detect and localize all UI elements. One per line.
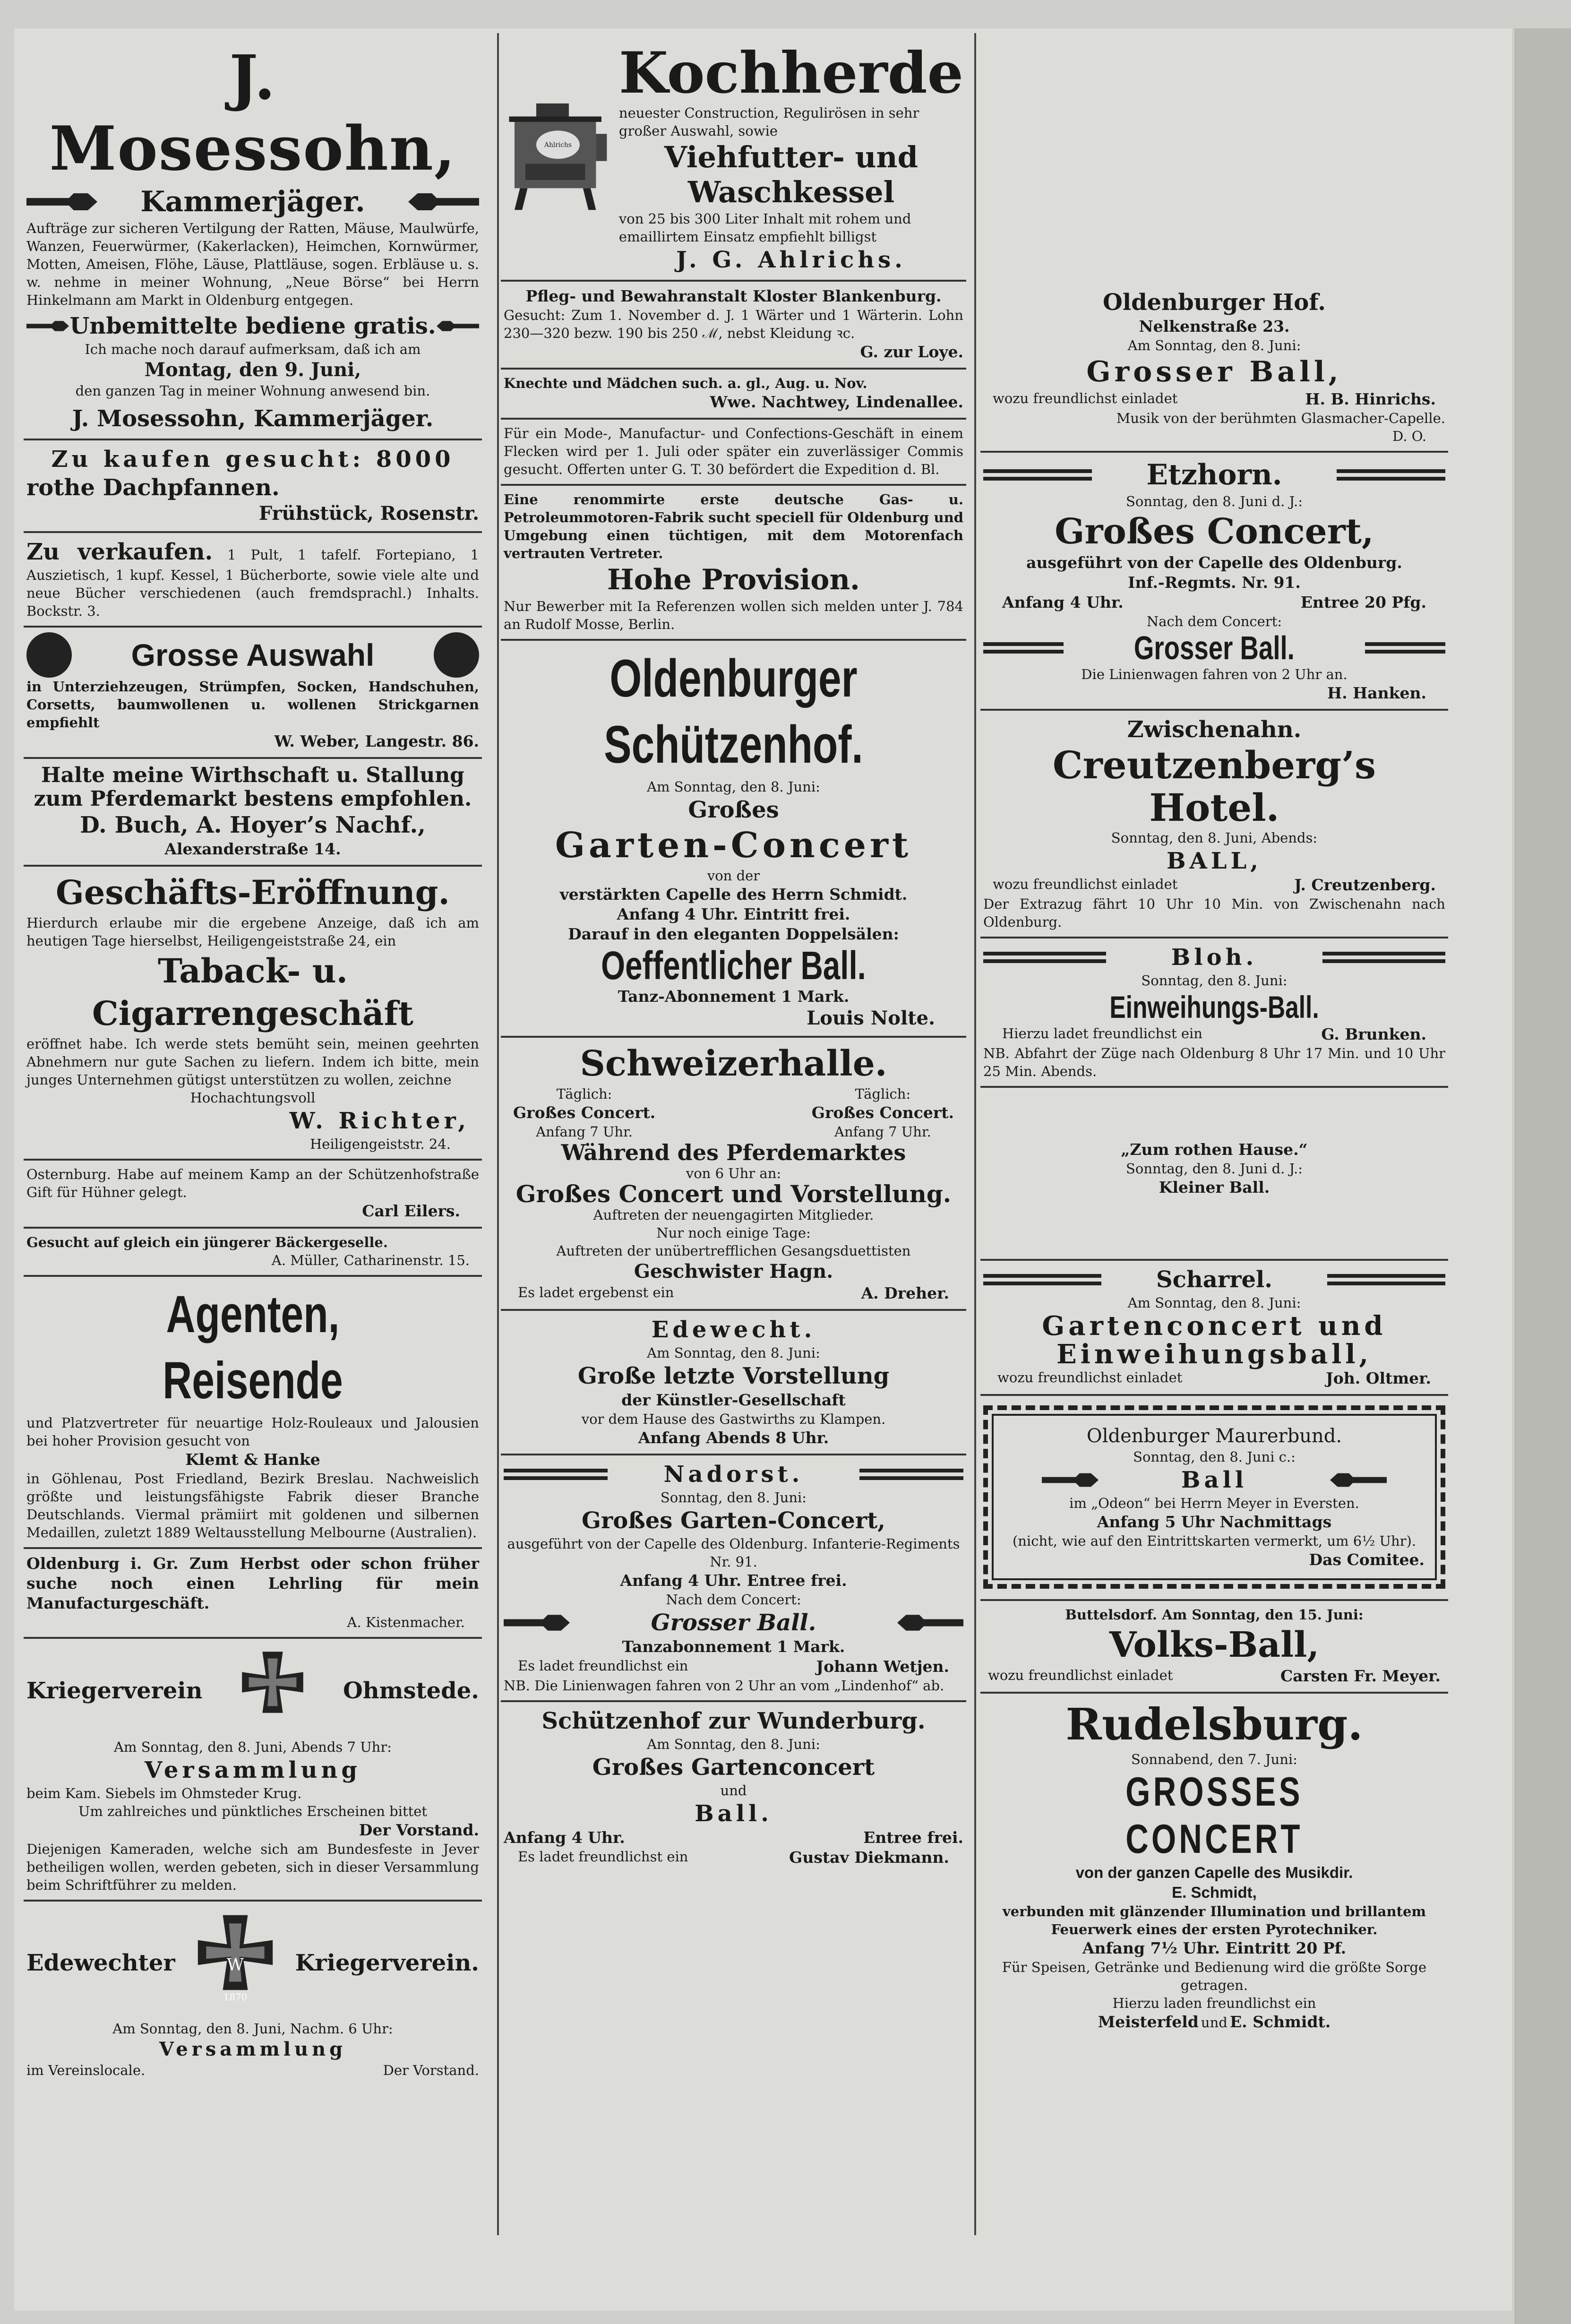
- ad-signature: E. Schmidt.: [1229, 2013, 1331, 2031]
- ad-heading: Großes Concert,: [1055, 511, 1374, 552]
- ad-dachpfannen: [24, 440, 482, 533]
- ad-text: Für ein Mode-, Manufactur- und Confections-Geschäft in einem Flecken wird per 1. Juli oder später ein zuverlässiger Commis gesucht. Offerten unter G. T. 30 befördert die Expedition d. Bl.: [504, 425, 963, 477]
- decorative-rule: [1337, 463, 1445, 487]
- pointing-hand-left-icon: [897, 1613, 963, 1632]
- ad-text: Inf.-Regmts. Nr. 91.: [1128, 573, 1301, 592]
- ad-heading: Bloh.: [1171, 944, 1258, 971]
- ad-eilers: [24, 1161, 482, 1229]
- ad-heading: Viehfutter- und Waschkessel: [664, 140, 918, 209]
- ad-heading: Ball.: [695, 1800, 773, 1827]
- decorative-rule: [859, 1463, 963, 1486]
- ad-signature: Wwe. Nachtwey, Lindenallee.: [710, 393, 963, 411]
- ad-heading: Ohmstede.: [343, 1678, 479, 1704]
- ad-signature: A. Dreher.: [861, 1284, 949, 1302]
- ad-date: Am Sonntag, den 8. Juni, Nachm. 6 Uhr:: [112, 2021, 393, 2037]
- ornamental-frame: [983, 1405, 1445, 1589]
- ad-buch: [24, 759, 482, 867]
- ad-date: Am Sonntag, den 8. Juni:: [647, 779, 820, 795]
- ad-text: von der: [707, 868, 760, 884]
- ad-heading: Zu kaufen gesucht: 8000: [51, 446, 455, 473]
- stove-label: Ahlrichs: [544, 141, 572, 149]
- ad-heading: „Zum rothen Hause.“: [1121, 1140, 1308, 1159]
- pointing-hand-left-icon: [1330, 1471, 1387, 1489]
- ad-heading: Agenten, Reisende: [163, 1285, 343, 1410]
- ad-wunderburg: [501, 1702, 966, 1873]
- ad-text: Täglich:: [556, 1086, 612, 1102]
- ad-signature: D. Buch, A. Hoyer’s Nachf.,: [80, 812, 426, 838]
- ad-creutzenberg: [980, 711, 1448, 938]
- ad-address: Heiligengeiststr. 24.: [310, 1136, 451, 1152]
- ad-maurerbund: [980, 1396, 1448, 1601]
- ad-scharrel: [980, 1261, 1448, 1396]
- pointing-hand-right-icon: [504, 1613, 570, 1632]
- decorative-rule: [1365, 636, 1445, 660]
- ad-heading: Einweihungsball,: [1056, 1339, 1373, 1370]
- ad-heading: Kochherde: [618, 40, 963, 106]
- ad-text: E. Schmidt,: [1172, 1884, 1257, 1901]
- ad-text: Täglich:: [855, 1086, 911, 1102]
- column-rule-left: [497, 33, 499, 2235]
- ad-signature: G. Brunken.: [1321, 1025, 1426, 1043]
- ad-text: Buttelsdorf. Am Sonntag, den 15. Juni:: [1065, 1607, 1364, 1623]
- bullet-dot-icon: [434, 632, 479, 678]
- ad-heading: Ball: [1181, 1467, 1248, 1493]
- ad-heading: BALL,: [1166, 848, 1262, 874]
- ad-text: in Unterziehzeugen, Strümpfen, Socken, Handschuhen, Corsetts, baumwollenen u. wollenen Strickgarnen empfiehlt: [26, 679, 479, 731]
- ad-bloh: [980, 938, 1448, 1088]
- ad-signature: H. Hanken.: [1327, 684, 1426, 702]
- ad-text: verstärkten Capelle des Herrn Schmidt.: [559, 885, 908, 904]
- ad-heading: GROSSES CONCERT: [1125, 1769, 1303, 1862]
- ad-text: Anfang 4 Uhr.: [504, 1828, 625, 1847]
- decorative-rule: [983, 1268, 1101, 1291]
- ad-date: Montag, den 9. Juni,: [144, 359, 361, 381]
- ad-heading: Kriegerverein: [26, 1678, 203, 1704]
- ad-text: NB. Abfahrt der Züge nach Oldenburg 8 Uhr 17 Min. und 10 Uhr 25 Min. Abends.: [983, 1045, 1445, 1079]
- ad-edewecht: [501, 1311, 966, 1455]
- ad-heading: Grosser Ball,: [1086, 355, 1342, 388]
- ad-heading: Hohe Provision.: [607, 563, 860, 596]
- ad-heading: Schweizerhalle.: [580, 1043, 887, 1084]
- column-2: [501, 38, 966, 1873]
- ad-motoren: [501, 486, 966, 641]
- column-1: [24, 38, 482, 2085]
- ad-signature: Joh. Oltmer.: [1326, 1369, 1431, 1387]
- ad-signature: W. Richter,: [289, 1108, 470, 1134]
- ad-heading: Oeffentlicher Ball.: [601, 943, 866, 988]
- cross-letter: W: [226, 1955, 244, 1975]
- ad-schweizerhalle: [501, 1038, 966, 1311]
- ad-heading: Taback- u. Cigarrengeschäft: [92, 951, 413, 1033]
- ad-date: Sonnabend, den 7. Juni:: [1131, 1751, 1297, 1767]
- ad-volksball: [980, 1601, 1448, 1694]
- ad-nadorst: [501, 1455, 966, 1702]
- ad-heading: Gartenconcert und: [1042, 1310, 1387, 1342]
- ad-mueller: [24, 1229, 482, 1277]
- ad-text: Eine renommirte erste deutsche Gas- u. Petroleummotoren-Fabrik sucht speciell für Oldenburg und Umgebung einen tüchtigen, mit dem Motorenfach vertrauten Vertreter.: [504, 491, 963, 561]
- ad-heading: Kriegerverein.: [295, 1950, 479, 1976]
- bullet-dot-icon: [26, 632, 72, 678]
- ad-kistenmacher: [24, 1549, 482, 1639]
- ad-text: Der Extrazug fährt 10 Uhr 10 Min. von Zwischenahn nach Oldenburg.: [983, 896, 1445, 930]
- ad-text: Musik von der berühmten Glasmacher-Capelle.: [1116, 410, 1445, 426]
- ad-heading: Einweihungs-Ball.: [1109, 990, 1319, 1024]
- ad-event: Versammlung: [145, 1757, 361, 1783]
- ad-text: Es ladet freundlichst ein: [518, 1849, 688, 1865]
- ad-text: und: [1201, 2014, 1228, 2031]
- ad-text: Knechte und Mädchen such. a. gl., Aug. u. Nov.: [504, 375, 867, 391]
- ad-text: Die Linienwagen fahren von 2 Uhr an.: [1081, 666, 1348, 682]
- ad-text: Anfang 7 Uhr.: [536, 1124, 633, 1140]
- ad-text: von 6 Uhr an:: [686, 1165, 781, 1181]
- ad-text: Anfang Abends 8 Uhr.: [638, 1429, 829, 1447]
- ad-text: der Künstler-Gesellschaft: [621, 1391, 846, 1409]
- ad-heading: Während des Pferdemarktes: [561, 1140, 906, 1165]
- ad-text: Nach dem Concert:: [1146, 613, 1282, 629]
- ad-heading: Grosse Auswahl: [131, 637, 375, 672]
- ad-date: Sonntag, den 8. Juni d. J.:: [1126, 493, 1303, 509]
- ad-text: Diejenigen Kameraden, welche sich am Bundesfeste in Jever betheiligen wollen, werden gebeten, sich in dieser Versammlung beim Schriftführer zu melden.: [26, 1841, 479, 1893]
- ad-text: Nach dem Concert:: [666, 1592, 801, 1608]
- ad-text: Hochachtungsvoll: [190, 1090, 316, 1106]
- decorative-rule: [983, 946, 1106, 969]
- ad-text: den ganzen Tag in meiner Wohnung anwesend bin.: [75, 383, 430, 399]
- ad-heading: Großes Concert und Vorstellung.: [515, 1180, 952, 1208]
- ad-text: Anfang 4 Uhr. Entree frei.: [620, 1571, 847, 1590]
- ad-zu-verkaufen: [24, 533, 482, 628]
- ad-heading: J. Mosessohn,: [49, 43, 456, 184]
- ad-text: Hierdurch erlaube mir die ergebene Anzeige, daß ich am heutigen Tage hierselbst, Heiligengeiststraße 24, ein: [26, 915, 479, 949]
- ad-text: (nicht, wie auf den Eintrittskarten vermerkt, um 6½ Uhr).: [1012, 1533, 1416, 1549]
- ad-text: Hierzu laden freundlichst ein: [1112, 1995, 1316, 2011]
- ad-text: Es ladet ergebenst ein: [518, 1284, 674, 1300]
- ad-signature: Frühstück, Rosenstr.: [258, 502, 479, 525]
- ad-text: Entree 20 Pfg.: [1300, 593, 1426, 611]
- iron-cross-icon: [183, 1911, 287, 2015]
- ad-signature: Louis Nolte.: [807, 1007, 935, 1029]
- pointing-hand-left-icon: [437, 317, 479, 336]
- ad-heading: Zwischenahn.: [1127, 716, 1302, 743]
- ad-text: Anfang 4 Uhr. Eintritt frei.: [617, 905, 850, 923]
- ad-heading: rothe Dachpfannen.: [26, 474, 280, 501]
- ad-heading: Zu verkaufen.: [26, 539, 213, 565]
- ad-text: Halte meine Wirthschaft u. Stallung: [41, 763, 464, 787]
- stove-illustration-icon: [504, 43, 612, 274]
- ad-richter: [24, 867, 482, 1161]
- ad-agenten: [24, 1277, 482, 1549]
- ad-text: Tanzabonnement 1 Mark.: [622, 1637, 845, 1656]
- column-rule-right: [974, 33, 976, 2235]
- ad-text: wozu freundlichst einladet: [993, 876, 1178, 892]
- ad-oldenburger-hof: [980, 284, 1448, 453]
- ad-text: Großes Concert.: [513, 1103, 656, 1122]
- ad-text: Aufträge zur sicheren Vertilgung der Ratten, Mäuse, Maulwürfe, Wanzen, Feuerwürmer, (Kakerlacken), Heimchen, Kornwürmer, Motten, Ameisen, Flöhe, Läuse, Plattläuse, sogen. Erbläuse u. s. w. nehme in meiner Wohnung, „Neue Börse“ bei Herrn Hinkelmann am Markt in Oldenburg entgegen.: [26, 220, 479, 308]
- ad-text: wozu freundlichst einladet: [993, 390, 1178, 406]
- ad-heading: Creutzenberg’s Hotel.: [1052, 743, 1376, 830]
- ad-heading: Schützenhof zur Wunderburg.: [541, 1708, 926, 1734]
- ad-text: 1 Pult, 1 tafelf. Fortepiano, 1 Auszietisch, 1 kupf. Kessel, 1 Bücherborte, sowie viele alte und neue Bücher verschiedenen (auch fremdsprachl.) Inhalts. Bockstr. 3.: [26, 547, 480, 619]
- decorative-rule: [1327, 1268, 1445, 1291]
- ad-signature: Carsten Fr. Meyer.: [1280, 1667, 1441, 1685]
- ad-text: im „Odeon“ bei Herrn Meyer in Eversten.: [1069, 1495, 1359, 1511]
- ad-text: Entree frei.: [863, 1828, 963, 1847]
- ad-text: Auftreten der neuengagirten Mitglieder.: [593, 1207, 874, 1223]
- decorative-rule: [1322, 946, 1445, 969]
- ad-text: Oldenburg i. Gr. Zum Herbst oder schon früher suche noch einen Lehrling für mein Manufacturgeschäft.: [26, 1554, 479, 1612]
- ad-heading: Pfleg- und Bewahranstalt Kloster Blankenburg.: [525, 287, 942, 305]
- ad-signature: H. B. Hinrichs.: [1305, 390, 1436, 408]
- ad-date: Am Sonntag, den 8. Juni:: [1127, 337, 1301, 353]
- ad-firm: Klemt & Hanke: [185, 1450, 320, 1469]
- ad-text: Anfang 7 Uhr.: [834, 1124, 931, 1140]
- ad-heading: Oldenburger Maurerbund.: [1086, 1425, 1342, 1447]
- ad-text: Anfang 5 Uhr Nachmittags: [1097, 1513, 1332, 1531]
- ad-heading: Garten-Concert: [555, 825, 912, 866]
- pointing-hand-left-icon: [408, 192, 479, 211]
- ad-heading: Edewecht.: [651, 1317, 816, 1343]
- ad-etzhorn: [980, 453, 1448, 711]
- decorative-rule: [504, 1463, 608, 1486]
- ad-text: eröffnet habe. Ich werde stets bemüht sein, meinen geehrten Abnehmern nur gute Sachen zu liefern. Indem ich bitte, mein junges Unternehmen gütigst unterstützen zu wollen, zeichne: [26, 1036, 479, 1088]
- ad-text: NB. Die Linienwagen fahren von 2 Uhr an vom „Lindenhof“ ab.: [504, 1678, 944, 1694]
- ad-text: beim Kam. Siebels im Ohmsteder Krug.: [26, 1785, 302, 1801]
- ad-subheading: Unbemittelte bediene gratis.: [69, 313, 436, 339]
- ad-heading: Oldenburger Hof.: [1103, 289, 1326, 316]
- ad-signature: Das Comitee.: [1309, 1550, 1425, 1569]
- ad-text: wozu freundlichst einladet: [997, 1369, 1183, 1386]
- ad-rudelsburg: [980, 1694, 1448, 2038]
- ad-heading: Volks-Ball,: [1109, 1625, 1320, 1665]
- ad-signature: Meisterfeld: [1098, 2013, 1199, 2031]
- ad-text: Anfang 4 Uhr.: [1002, 593, 1124, 611]
- ad-date: Am Sonntag, den 8. Juni:: [647, 1736, 820, 1752]
- ad-heading: Grosser Ball.: [651, 1610, 816, 1636]
- pointing-hand-right-icon: [26, 192, 97, 211]
- ad-signature: Der Vorstand.: [359, 1821, 479, 1839]
- ad-text: ausgeführt von der Capelle des Oldenburg. Infanterie-Regiments Nr. 91.: [507, 1536, 960, 1570]
- ad-signature: G. zur Loye.: [860, 343, 963, 361]
- ad-kriegerverein-edewecht: [24, 1902, 482, 2085]
- ad-signature: Gustav Diekmann.: [789, 1848, 949, 1867]
- ad-nachtwey: [501, 370, 966, 420]
- ad-commis: [501, 420, 966, 486]
- ad-text: im Vereinslocale.: [26, 2062, 146, 2078]
- ad-heading: Etzhorn.: [1146, 458, 1282, 491]
- ad-address: Nelkenstraße 23.: [1139, 317, 1290, 336]
- ad-event: Versammlung: [159, 2038, 347, 2060]
- ad-date: Sonntag, den 8. Juni:: [1141, 973, 1288, 989]
- ad-date: Am Sonntag, den 8. Juni:: [1127, 1295, 1301, 1311]
- ad-heading: Nadorst.: [663, 1461, 804, 1488]
- ad-date: Am Sonntag, den 8. Juni, Abends 7 Uhr:: [114, 1739, 392, 1755]
- ad-heading: Rudelsburg.: [1065, 1699, 1363, 1750]
- ad-text: Um zahlreiches und pünktliches Erscheinen bittet: [78, 1803, 428, 1819]
- column-3: [980, 284, 1448, 2038]
- ad-text: Nur Bewerber mit Ia Referenzen wollen sich melden unter J. 784 an Rudolf Mosse, Berlin.: [504, 598, 963, 632]
- ad-text: Für Speisen, Getränke und Bedienung wird die größte Sorge getragen.: [1002, 1959, 1427, 1993]
- ad-address: Alexanderstraße 14.: [164, 840, 341, 858]
- ad-signature: A. Kistenmacher.: [347, 1614, 465, 1630]
- ad-text: Darauf in den eleganten Doppelsälen:: [568, 925, 899, 943]
- ad-heading: Scharrel.: [1156, 1266, 1272, 1293]
- ad-date: Am Sonntag, den 8. Juni:: [647, 1345, 820, 1361]
- ad-text: von 25 bis 300 Liter Inhalt mit rohem und emaillirtem Einsatz empfiehlt billigst: [618, 211, 911, 245]
- ad-text: Großes: [688, 797, 779, 823]
- ad-heading: Geschäfts-Eröffnung.: [56, 873, 450, 912]
- ad-text: zum Pferdemarkt bestens empfohlen.: [34, 787, 472, 811]
- ad-heading: Großes Garten-Concert,: [581, 1507, 885, 1534]
- ad-text: in Göhlenau, Post Friedland, Bezirk Breslau. Nachweislich größte und leistungsfähigste Fabrik dieser Branche Deutschlands. Viermal prämiirt mit goldenen und silbernen Medaillen, zuletzt 1889 Weltausstellung Melbourne (Australien).: [26, 1471, 479, 1541]
- ad-heading: Großes Gartenconcert: [592, 1754, 875, 1781]
- ad-text: vor dem Hause des Gastwirths zu Klampen.: [581, 1411, 886, 1427]
- decorative-rule: [983, 636, 1064, 660]
- ad-text: und Platzvertreter für neuartige Holz-Rouleaux und Jalousien bei hoher Provision gesucht von: [26, 1415, 479, 1449]
- ad-kochherde: [501, 38, 966, 282]
- ad-text: Hierzu ladet freundlichst ein: [1002, 1025, 1202, 1041]
- ad-text: Es ladet freundlichst ein: [518, 1658, 688, 1674]
- ad-text: Auftreten der unübertrefflichen Gesangsduettisten: [556, 1243, 911, 1259]
- ad-text: Tanz-Abonnement 1 Mark.: [618, 987, 850, 1006]
- ad-text: ausgeführt von der Capelle des Oldenburg.: [1026, 553, 1402, 572]
- ad-text: D. O.: [1392, 428, 1426, 444]
- decorative-rule: [983, 463, 1092, 487]
- iron-cross-icon: [230, 1648, 315, 1733]
- ad-text: Nur noch einige Tage:: [656, 1225, 811, 1241]
- ad-signature: W. Weber, Langestr. 86.: [274, 732, 479, 750]
- ad-text: wozu freundlichst einladet: [988, 1667, 1173, 1683]
- ad-heading: Oldenburger Schützenhof.: [604, 649, 863, 774]
- ad-signature: A. Müller, Catharinenstr. 15.: [271, 1252, 470, 1268]
- ad-text: verbunden mit glänzender Illumination und brillantem Feuerwerk eines der ersten Pyrotechniker.: [1002, 1903, 1426, 1937]
- ad-signature: Carl Eilers.: [362, 1202, 460, 1220]
- ad-text: und: [720, 1782, 747, 1799]
- ad-text: Anfang 7½ Uhr. Eintritt 20 Pf.: [1082, 1939, 1347, 1957]
- ad-schuetzenhof: [501, 641, 966, 1038]
- ad-signature: Der Vorstand.: [383, 2062, 479, 2078]
- cross-year: 1870: [223, 1992, 247, 2003]
- ad-signature: J. G. Ahlrichs.: [676, 247, 906, 273]
- ad-signature: J. Creutzenberg.: [1294, 876, 1436, 894]
- ad-text: Osternburg. Habe auf meinem Kamp an der Schützenhofstraße Gift für Hühner gelegt.: [26, 1166, 479, 1200]
- ad-date: Sonntag, den 8. Juni d. J.:: [1126, 1161, 1303, 1177]
- ad-heading: Grosser Ball.: [1134, 629, 1295, 666]
- pointing-hand-right-icon: [26, 317, 69, 336]
- page-edge: [1514, 28, 1571, 2324]
- ad-mosessohn: [24, 38, 482, 440]
- ad-heading: Geschwister Hagn.: [634, 1260, 833, 1283]
- ad-zum-rothen-hause: [980, 1088, 1448, 1261]
- ad-text: Gesucht auf gleich ein jüngerer Bäckergeselle.: [26, 1234, 388, 1250]
- ad-text: neuester Construction, Regulirösen in sehr großer Auswahl, sowie: [618, 105, 919, 139]
- ad-text: Gesucht: Zum 1. November d. J. 1 Wärter und 1 Wärterin. Lohn 230—320 bezw. 190 bis 250 ℳ, nebst Kleidung ꝛc.: [504, 307, 963, 341]
- ad-text: Ich mache noch darauf aufmerksam, daß ich am: [85, 341, 421, 357]
- ad-subheading: Kammerjäger.: [140, 185, 365, 218]
- ad-signature: Johann Wetjen.: [816, 1657, 949, 1676]
- ad-kriegerverein-ohmstede: [24, 1639, 482, 1902]
- ad-heading: Edewechter: [26, 1950, 175, 1976]
- ad-text: Großes Concert.: [811, 1103, 954, 1122]
- ad-text: von der ganzen Capelle des Musikdir.: [1075, 1864, 1353, 1881]
- ad-date: Sonntag, den 8. Juni c.:: [1133, 1449, 1296, 1465]
- ad-date: Sonntag, den 8. Juni, Abends:: [1111, 830, 1318, 846]
- pointing-hand-right-icon: [1042, 1471, 1099, 1489]
- ad-grosse-auswahl: [24, 628, 482, 759]
- ad-date: Sonntag, den 8. Juni:: [660, 1489, 807, 1506]
- ad-heading: Große letzte Vorstellung: [577, 1363, 890, 1389]
- ad-kloster-blankenburg: [501, 282, 966, 370]
- ad-text: Kleiner Ball.: [1159, 1178, 1270, 1196]
- ad-signature: J. Mosessohn, Kammerjäger.: [72, 405, 434, 432]
